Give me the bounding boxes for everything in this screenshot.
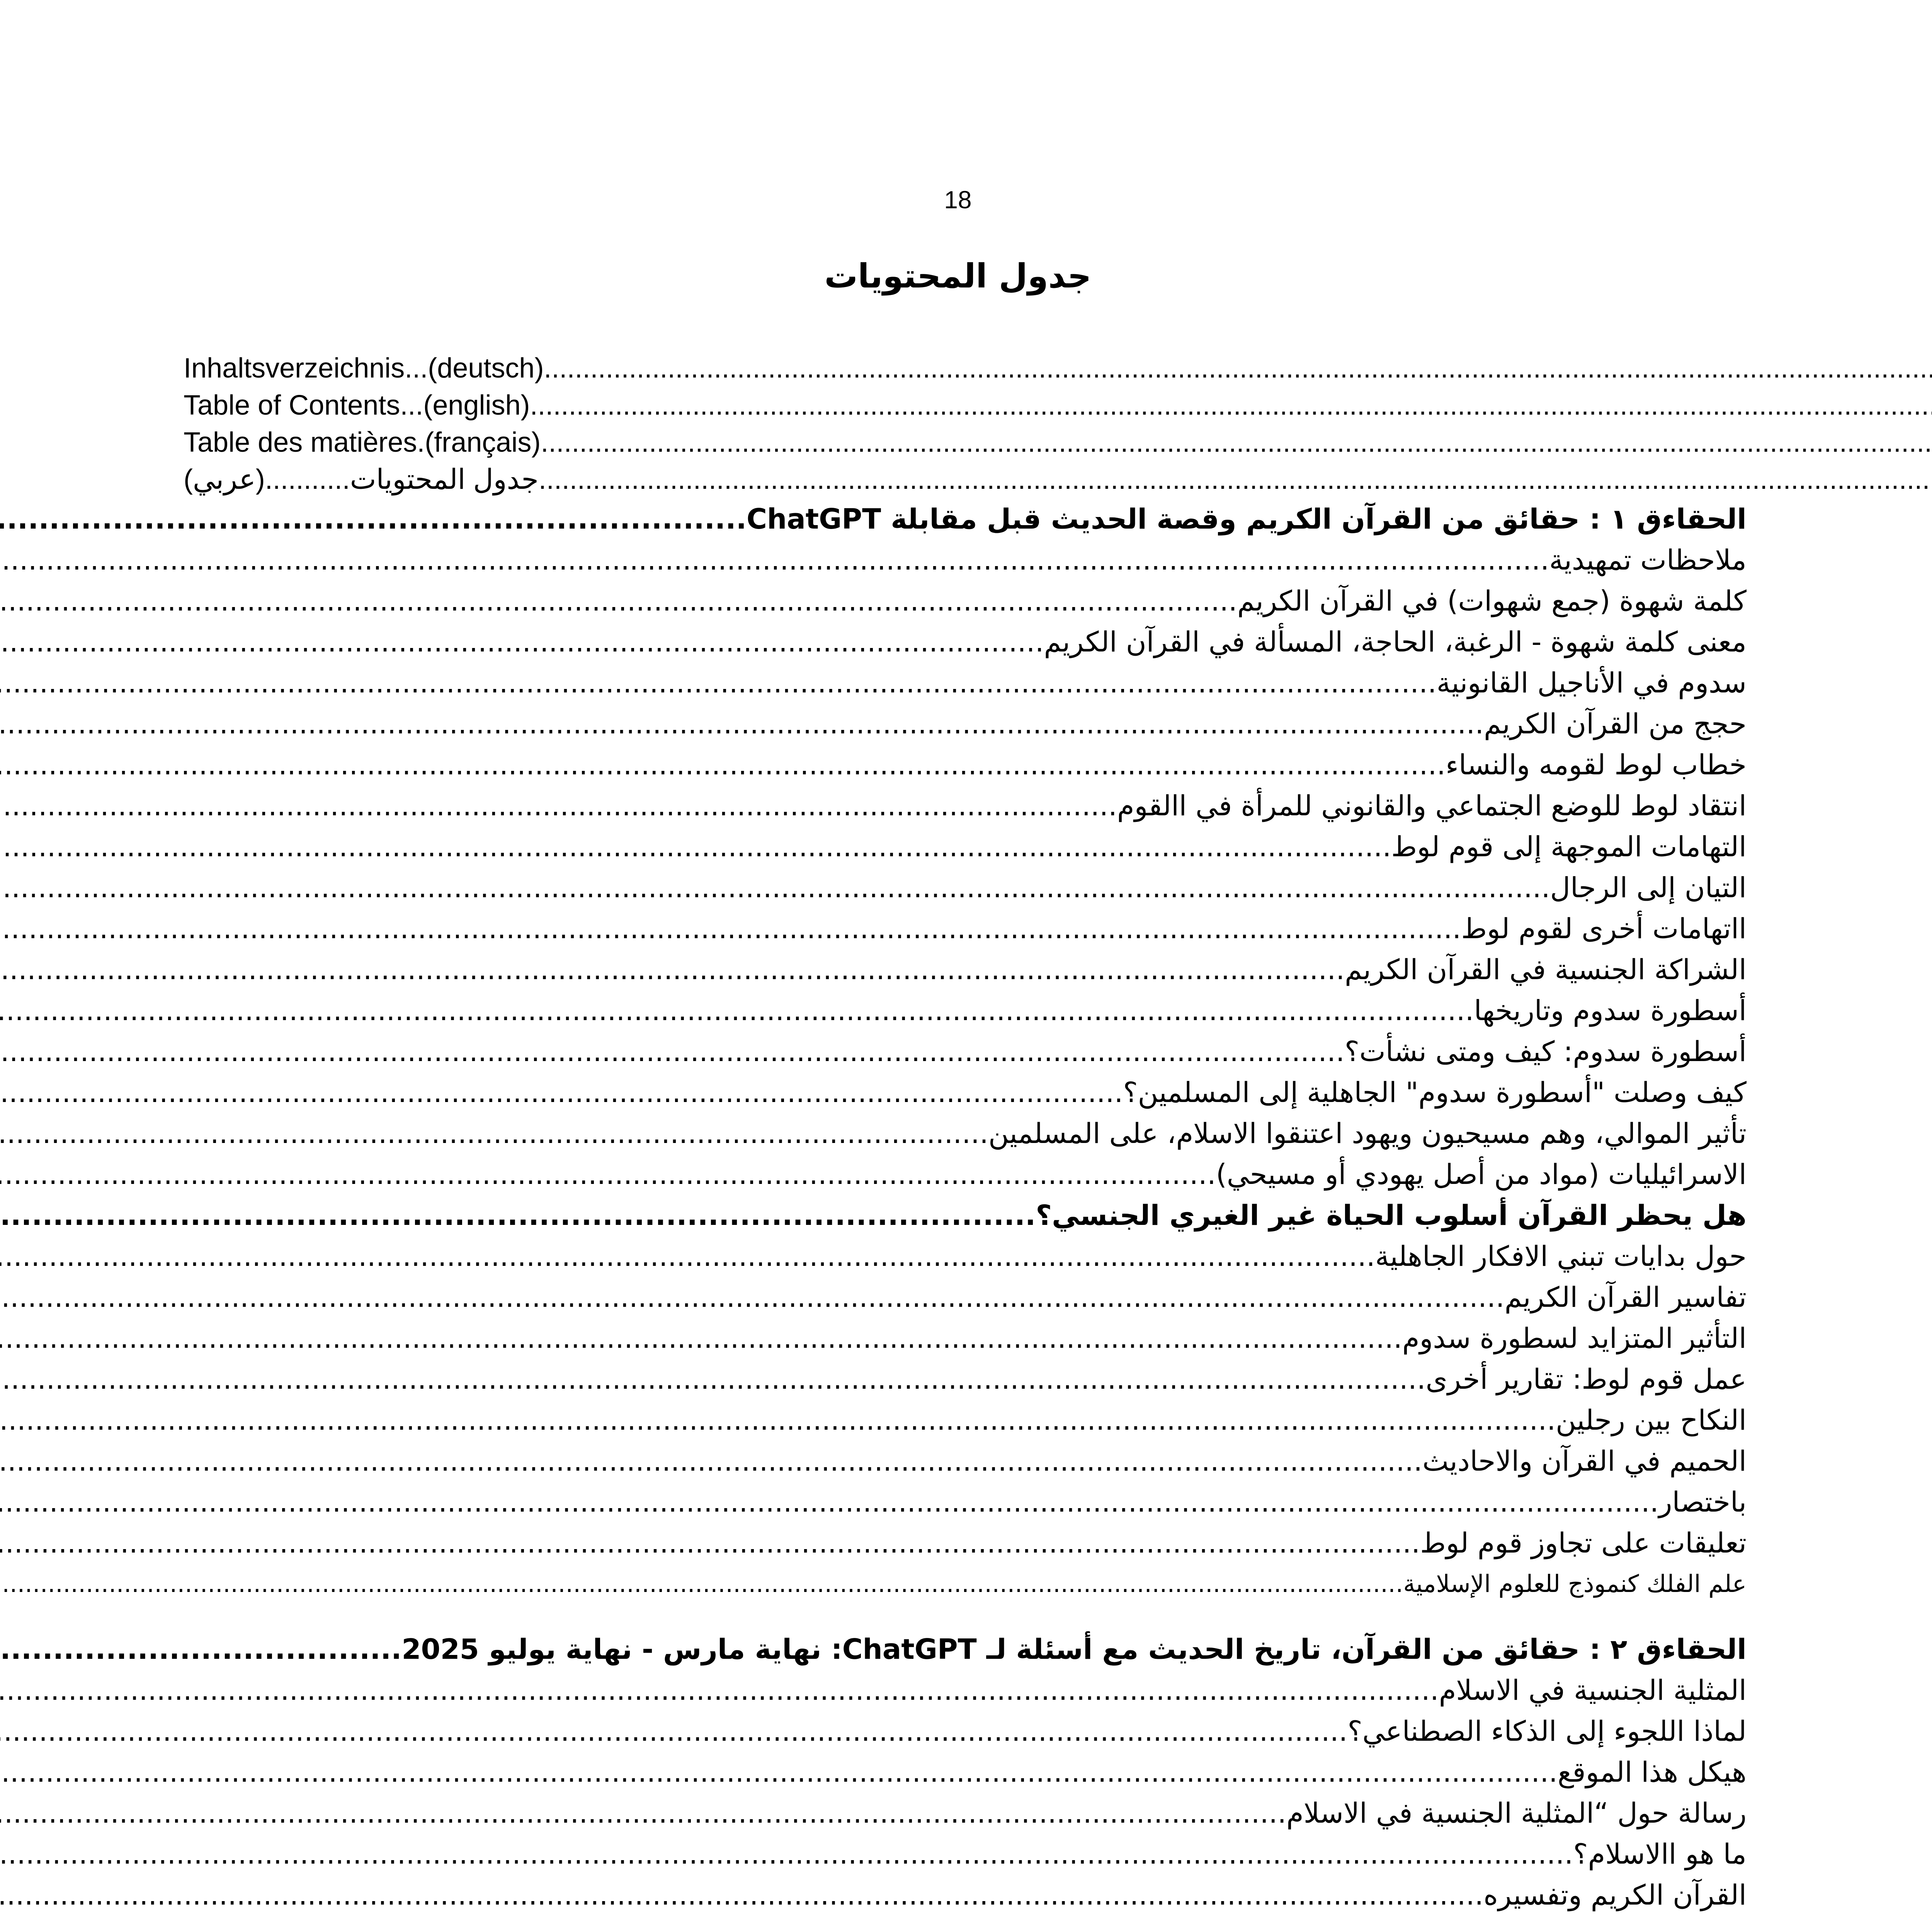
dot-leader (541, 424, 1932, 461)
dot-leader (0, 1522, 1420, 1563)
toc-entry-title: ملاحظات تمهيدية (1549, 544, 1747, 576)
toc-entry[interactable] (184, 949, 1747, 990)
toc-entry-title: Table des matières.(français) (184, 427, 541, 458)
toc-entry-title: القرآن الكريم وتفسيره (1483, 1879, 1747, 1911)
toc-entry[interactable] (184, 1154, 1747, 1195)
toc-entry-title: باختصار (1658, 1486, 1747, 1518)
toc-entry-title: رسالة حول “المثلية الجنسية في الاسلام (1286, 1797, 1747, 1829)
toc-entry[interactable] (184, 1481, 1747, 1522)
toc-entry[interactable] (184, 785, 1747, 826)
toc-entry-title: الاسرائيليات (مواد من أصل يهودي أو مسيحي) (1216, 1158, 1747, 1190)
dot-leader (0, 744, 1446, 785)
toc-entry[interactable] (184, 662, 1747, 703)
dot-leader (0, 703, 1484, 744)
toc-entry[interactable] (184, 1793, 1747, 1833)
toc-entry[interactable] (184, 1359, 1747, 1400)
toc-entry-title: هل يحظر القرآن أسلوب الحياة غير الغيري الجنسي؟ (1036, 1199, 1747, 1231)
toc-entry-title: هيكل هذا الموقع (1557, 1756, 1747, 1788)
toc-entry[interactable] (184, 990, 1747, 1031)
toc-entry[interactable] (184, 1031, 1747, 1072)
dot-leader (0, 1440, 1422, 1481)
toc-entry[interactable] (184, 1236, 1747, 1277)
toc-entry-title: انتقاد لوط للوضع الجتماعي والقانوني للمرأة في االقوم (1117, 789, 1747, 822)
toc-entry-title: ااتهامات أخرى لقوم لوط (1461, 912, 1747, 945)
toc-entry-title: علم الفلك كنموذج للعلوم الإسلامية (1403, 1570, 1747, 1598)
dot-leader (0, 990, 1474, 1031)
dot-leader (0, 1195, 1036, 1236)
dot-leader (0, 662, 1437, 703)
dot-leader (0, 785, 1117, 826)
dot-leader (0, 1031, 1345, 1072)
dot-leader (0, 498, 747, 539)
toc-entry-title: التأثير المتزايد لسطورة سدوم (1402, 1322, 1747, 1354)
toc-entry[interactable] (184, 1440, 1747, 1481)
toc-entry[interactable] (184, 1072, 1747, 1113)
toc-entry-title: Inhaltsverzeichnis...(deutsch) (184, 353, 544, 384)
toc-entry-title: عمل قوم لوط: تقارير أخرى (1425, 1363, 1747, 1395)
toc-entry[interactable] (184, 744, 1747, 785)
dot-leader (544, 350, 1932, 387)
toc-entry[interactable] (184, 908, 1747, 949)
toc-entry[interactable] (184, 1711, 1747, 1752)
toc-entry-title: أسطورة سدوم: كيف ومتى نشأت؟ (1344, 1035, 1747, 1068)
toc-entry[interactable] (184, 539, 1747, 580)
toc-entry-title: الحقاءق ١ : حقائق من القرآن الكريم وقصة الحديث قبل مقابلة ChatGPT (747, 503, 1747, 535)
toc-entry-title: كيف وصلت "أسطورة سدوم" الجاهلية إلى المسلمين؟ (1123, 1076, 1747, 1109)
toc-section-2 (184, 1629, 1747, 1915)
toc-entry-title: كلمة شهوة (جمع شهوات) في القرآن الكريم (1237, 585, 1747, 617)
toc-entry-title: تأثير الموالي، وهم مسيحيون ويهود اعتنقوا الاسلام، على المسلمين (988, 1117, 1747, 1150)
toc-entry-title: معنى كلمة شهوة - الرغبة، الحاجة، المسألة في القرآن الكريم (1044, 626, 1747, 658)
dot-leader (0, 1072, 1123, 1113)
toc-entry[interactable] (184, 1318, 1747, 1359)
toc-entry[interactable] (184, 1752, 1747, 1793)
toc-entry-title: تعليقات على تجاوز قوم لوط (1420, 1527, 1747, 1559)
toc-entry[interactable] (184, 1522, 1747, 1563)
toc-entry[interactable] (184, 350, 1747, 387)
page-title: جدول المحتويات (824, 257, 1092, 296)
toc-entry[interactable] (184, 1277, 1747, 1318)
dot-leader (0, 1793, 1286, 1833)
toc-entry[interactable] (184, 1400, 1747, 1440)
toc-entry-title: ما هو االاسلام؟ (1573, 1838, 1747, 1870)
dot-leader (0, 1833, 1573, 1874)
toc-entry[interactable] (184, 703, 1747, 744)
toc-entry[interactable] (184, 1833, 1747, 1874)
toc-entry[interactable] (184, 1113, 1747, 1154)
dot-leader (0, 1318, 1402, 1359)
dot-leader (0, 826, 1391, 867)
toc-entry[interactable] (184, 580, 1747, 621)
toc-entry[interactable] (184, 621, 1747, 662)
toc-entry-title: المثلية الجنسية في الاسلام (1439, 1674, 1747, 1706)
dot-leader (0, 621, 1044, 662)
toc-section-heading[interactable] (184, 1629, 1747, 1670)
toc-entry[interactable] (184, 826, 1747, 867)
dot-leader (0, 1711, 1348, 1752)
page-number: 18 (944, 186, 972, 214)
dot-leader (0, 1113, 988, 1154)
dot-leader (0, 1563, 1403, 1604)
toc-entry[interactable] (184, 387, 1747, 424)
toc-entry-title: أسطورة سدوم وتاريخها (1474, 994, 1747, 1027)
dot-leader (0, 1629, 401, 1670)
toc-entry-title: لماذا اللجوء إلى الذكاء الصطناعي؟ (1347, 1715, 1747, 1747)
dot-leader (0, 539, 1549, 580)
dot-leader (0, 1154, 1216, 1195)
toc-entry[interactable] (184, 1195, 1747, 1236)
dot-leader (0, 908, 1461, 949)
dot-leader (0, 1481, 1659, 1522)
toc-entry[interactable] (184, 1874, 1747, 1915)
toc-entry[interactable] (184, 1670, 1747, 1711)
dot-leader (0, 1874, 1483, 1915)
toc-entry[interactable] (184, 867, 1747, 908)
dot-leader (0, 867, 1550, 908)
toc-entry-title: الحميم في القرآن والاحاديث (1422, 1445, 1747, 1477)
toc-entry[interactable] (184, 1563, 1747, 1604)
toc-entry-title: Table of Contents...(english) (184, 390, 530, 421)
toc-entry-title: الحقاءق ٢ : حقائق من القرآن، تاريخ الحديث مع أسئلة لـ ChatGPT: نهاية مارس - نهاية يوليو 2025 (401, 1633, 1747, 1665)
dot-leader (0, 580, 1237, 621)
dot-leader (0, 1670, 1439, 1711)
toc-entry[interactable] (184, 461, 1747, 498)
dot-leader (0, 1277, 1505, 1318)
toc-foreign-list (184, 350, 1747, 498)
toc-entry-title: خطاب لوط لقومه والنساء (1446, 748, 1747, 781)
toc-section-1 (184, 498, 1747, 1604)
toc-entry-title: حجج من القرآن الكريم (1484, 707, 1747, 740)
dot-leader (0, 1400, 1556, 1440)
toc-entry-title: الشراكة الجنسية في القرآن الكريم (1345, 953, 1747, 986)
toc-entry-title: حول بدايات تبني الافكار الجاهلية (1375, 1240, 1747, 1272)
toc-entry-title: تفاسير القرآن الكريم (1504, 1281, 1747, 1313)
toc-entry-title: النكاح بين رجلين (1556, 1404, 1747, 1436)
dot-leader (530, 387, 1932, 424)
dot-leader (0, 1236, 1375, 1277)
dot-leader (0, 1752, 1558, 1793)
toc-section-heading[interactable] (184, 498, 1747, 539)
dot-leader (539, 461, 1932, 498)
toc-entry-title: جدول المحتويات...........(عربي) (184, 464, 539, 495)
toc-entry[interactable] (184, 424, 1747, 461)
toc-entry-title: سدوم في الأناجيل القانونية (1436, 667, 1747, 699)
toc-entry-title: التهامات الموجهة إلى قوم لوط (1391, 830, 1747, 863)
dot-leader (0, 1359, 1426, 1400)
dot-leader (0, 949, 1345, 990)
toc-entry-title: التيان إلى الرجال (1550, 871, 1747, 904)
